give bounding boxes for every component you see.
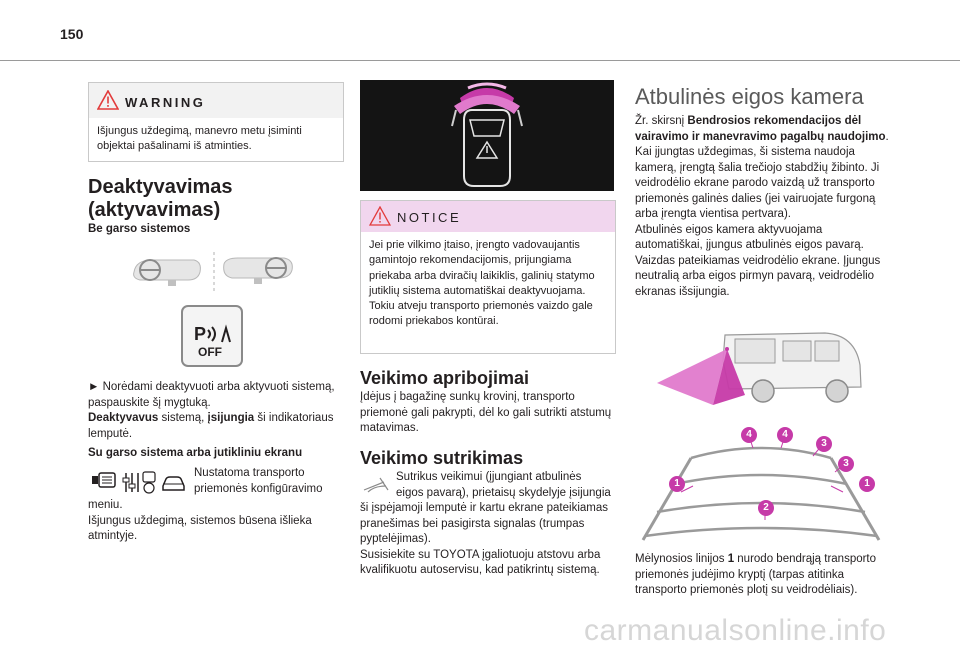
callout-badge: 1 bbox=[669, 476, 685, 492]
svg-text:P: P bbox=[194, 324, 207, 344]
warning-header bbox=[89, 83, 343, 118]
notice-header bbox=[361, 201, 615, 232]
subheading-audio-system: Su garso sistema arba jutikliniu ekranu bbox=[88, 447, 303, 459]
camera-paragraph-1: Kai įjungtas uždegimas, ši sistema naudoja kamerą, įrengtą šalia trečiojo stabdžių žibinto. Ji veidrodėlio ekrane parodo vaizdą už transporto priemonės galinės dalies (jei vairuojate furgoną arba įrengta vientisa pertvara). bbox=[635, 146, 880, 220]
off-label: OFF bbox=[198, 345, 222, 359]
camera-guide-lines-diagram bbox=[635, 420, 887, 548]
guide-lines-caption bbox=[635, 552, 889, 599]
reference-title: Bendrosios rekomendacijos dėl vairavimo ir manevravimo pagalbų naudojimo bbox=[635, 115, 886, 143]
notice-label: NOTICE bbox=[397, 210, 462, 225]
callout-badge: 3 bbox=[838, 456, 854, 472]
config-menu-text bbox=[194, 466, 342, 497]
config-text-line-1: Nustatoma transporto bbox=[194, 467, 305, 479]
notice-triangle-icon bbox=[369, 206, 391, 226]
deactivated-word: Deaktyvavus bbox=[88, 412, 159, 424]
warning-text: Išjungus uždegimą, manevro metu įsiminti objektai pašalinami iš atminties. bbox=[97, 125, 302, 152]
page-number: 150 bbox=[60, 26, 84, 42]
car-top-view-with-sensor-zones bbox=[360, 80, 614, 191]
heading-line-2: (aktyvavimas) bbox=[88, 199, 221, 221]
camera-text bbox=[635, 114, 889, 300]
heading-line-1: Deaktyvavimas bbox=[88, 176, 233, 198]
caption-start: Mėlynosios linijos bbox=[635, 553, 728, 565]
notice-paragraph-1: Jei prie vilkimo įtaiso, įrengto vadovaujantis gamintojo rekomendacijomis, prijungiama priekaba arba dviračių laikiklis, galinių statymo jutiklių sistema automatiškai deaktyvuojama. bbox=[369, 239, 595, 297]
callout-badge: 3 bbox=[816, 436, 832, 452]
faults-contact: Susisiekite su TOYOTA įgaliotuoju atstovu arba kvalifikuotu autoservisu, kad patikrintų sistemą. bbox=[360, 548, 601, 576]
subheading-no-audio: Be garso sistemos bbox=[88, 223, 191, 235]
parking-sensors-off-button[interactable] bbox=[180, 304, 244, 368]
faults-line-1: Sutrikus veikimui (įjungiant atbulinės bbox=[396, 471, 582, 483]
faults-rest: ši įspėjamoji lemputė ir kartu ekrane pateikiamas pranešimas bei pasigirsta signalas (trumpas pyptelėjimas). bbox=[360, 502, 608, 545]
caption-number: 1 bbox=[727, 553, 735, 565]
camera-paragraph-2: Atbulinės eigos kamera aktyvuojama automatiškai, įjungus atbulinės eigos pavarą. bbox=[635, 223, 864, 251]
indicator-sentence bbox=[88, 411, 342, 442]
faults-first-lines bbox=[396, 470, 616, 501]
car-config-icon bbox=[160, 472, 186, 494]
config-text-line-2: priemonės konfigūravimo bbox=[194, 482, 323, 495]
memory-line-3: atmintyje. bbox=[88, 530, 138, 542]
notice-paragraph-2: Tokiu atveju transporto priemonės vaizdo gale rodomi priekabos kontūrai. bbox=[369, 300, 593, 328]
callout-badge: 1 bbox=[859, 476, 875, 492]
reference-line bbox=[635, 114, 889, 145]
warning-label: WARNING bbox=[125, 95, 206, 110]
camera-paragraph-3: Vaizdas pateikiamas veidrodėlio ekrane. Įjungus neutralią arba eigos pirmyn pavarą, veidrodėlio ekranas išsijungia. bbox=[635, 254, 881, 298]
sentence-mid: sistemą, bbox=[158, 412, 208, 424]
instruction-paragraph bbox=[88, 380, 342, 442]
reference-prefix: Žr. skirsnį bbox=[635, 115, 688, 127]
notice-box bbox=[360, 200, 616, 354]
fault-warning-light-icon bbox=[360, 474, 390, 496]
section-title-reversing-camera: Atbulinės eigos kamera bbox=[635, 84, 864, 109]
warning-box bbox=[88, 82, 344, 162]
memory-line-2: Išjungus uždegimą, sistemos būsena išlieka bbox=[88, 514, 312, 527]
watermark: carmanualsonline.info bbox=[584, 614, 887, 647]
notice-text bbox=[369, 238, 609, 330]
memory-line-1: meniu. bbox=[88, 499, 123, 511]
header-divider bbox=[0, 60, 960, 61]
limits-text: Įdėjus į bagažinę sunkų krovinį, transporto priemonė gali pakrypti, dėl ko gali sutrikti atstumų matavimas. bbox=[360, 391, 612, 434]
dashboard-illustration bbox=[128, 250, 298, 294]
callout-badge: 4 bbox=[777, 427, 793, 443]
switches-on-word: įsijungia bbox=[207, 412, 255, 424]
reference-suffix: . bbox=[885, 130, 889, 143]
section-heading-limits: Veikimo apribojimai bbox=[360, 368, 530, 388]
instruction-text: ► Norėdami deaktyvuoti arba aktyvuoti sistemą, paspauskite šį mygtuką. bbox=[88, 381, 335, 409]
caption-end: nurodo bendrąją transporto priemonės judėjimo kryptį (tarpas atitinka transporto priemonės plotį su veidrodėliais). bbox=[635, 553, 877, 596]
van-camera-illustration bbox=[655, 325, 870, 417]
section-heading-deactivation bbox=[88, 176, 233, 222]
screen-icon bbox=[92, 473, 115, 487]
callout-badge: 2 bbox=[758, 500, 774, 516]
section-heading-faults: Veikimo sutrikimas bbox=[360, 448, 524, 468]
callout-badge: 4 bbox=[741, 427, 757, 443]
faults-line-2: eigos pavarą), prietaisų skydelyje įsijungia bbox=[396, 486, 611, 499]
faults-paragraph bbox=[360, 501, 616, 579]
settings-sliders-icon bbox=[123, 472, 155, 493]
memory-paragraph bbox=[88, 498, 342, 545]
warning-triangle-icon bbox=[97, 90, 119, 110]
parking-display-image bbox=[360, 80, 614, 191]
sentence-end: ši indikatoriaus lemputė. bbox=[88, 412, 334, 440]
